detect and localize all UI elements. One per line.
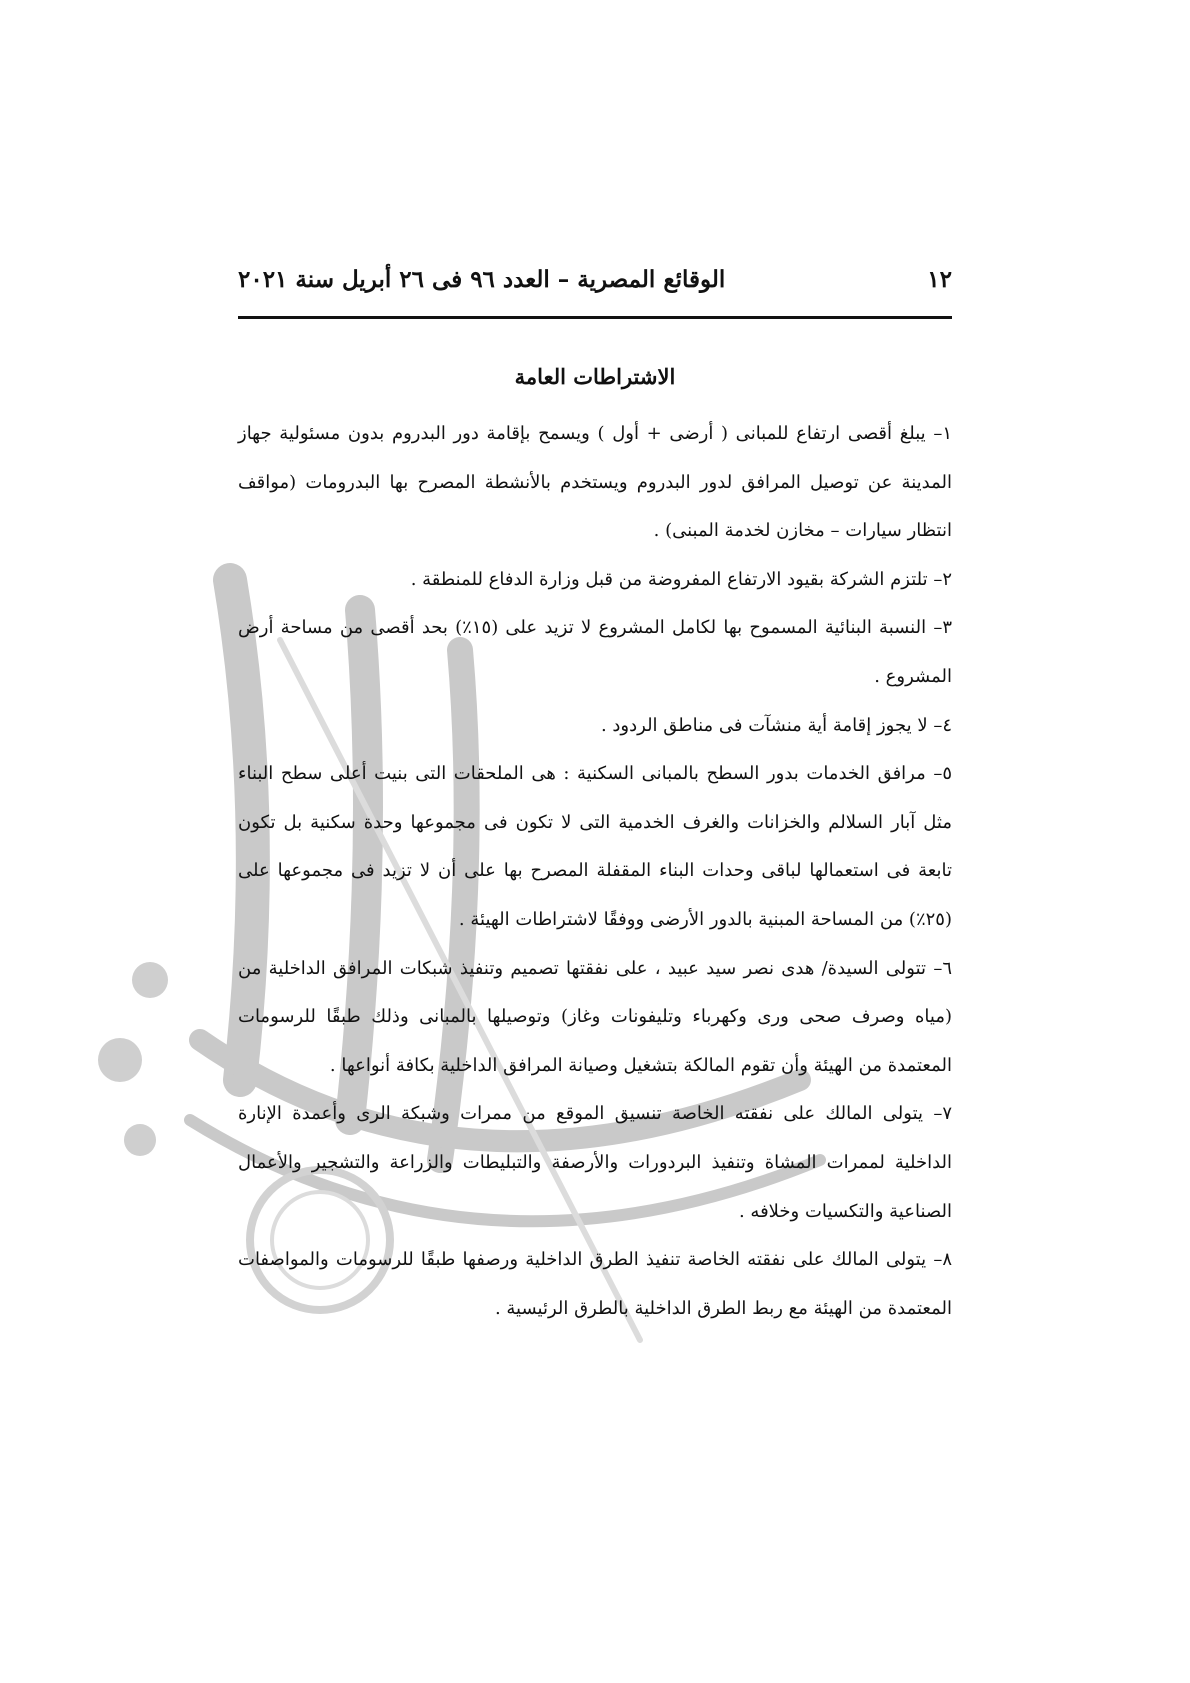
paragraph-6: ٦– تتولى السيدة/ هدى نصر سيد عبيد ، على نفقتها تصميم وتنفيذ شبكات المرافق الداخلية من (مياه وصرف صحى ورى وكهرباء وتليفونات وغاز) وتوصيلها بالمبانى وذلك طبقًا للرسومات المعتمدة من الهيئة وأن تقوم المالكة بتشغيل وصيانة المرافق الداخلية بكافة أنواعها . bbox=[238, 957, 952, 1076]
paragraph-3: ٣– النسبة البنائية المسموح بها لكامل المشروع لا تزيد على (١٥٪) بحد أقصى من مساحة أرض المشروع . bbox=[238, 617, 952, 687]
page-header bbox=[238, 266, 952, 306]
paragraph-5: ٥– مرافق الخدمات بدور السطح بالمبانى السكنية : هى الملحقات التى بنيت أعلى سطح البناء مثل آبار السلالم والخزانات والغرف الخدمية التى لا تكون فى مجموعها وحدة سكنية بل تكون تابعة فى استعمالها لباقى وحدات البناء المقفلة المصرح بها على أن لا تزيد فى مجموعها على (٢٥٪) من المساحة المبنية بالدور الأرضى ووفقًا لاشتراطات الهيئة . bbox=[238, 763, 952, 930]
paragraph-2: ٢– تلتزم الشركة بقيود الارتفاع المفروضة من قبل وزارة الدفاع للمنطقة . bbox=[410, 568, 952, 590]
header-divider bbox=[238, 316, 952, 319]
paragraph-4: ٤– لا يجوز إقامة أية منشآت فى مناطق الردود . bbox=[600, 714, 952, 736]
paragraph-1: ١– يبلغ أقصى ارتفاع للمبانى ( أرضى + أول ) ويسمح بإقامة دور البدروم بدون مسئولية جهاز المدينة عن توصيل المرافق لدور البدروم ويستخدم بالأنشطة المصرح بها البدرومات (مواقف انتظار سيارات – مخازن لخدمة المبنى) . bbox=[238, 423, 952, 542]
page-number: ١٢ bbox=[927, 266, 952, 293]
document-body bbox=[238, 410, 952, 1333]
section-title: الاشتراطات العامة bbox=[514, 364, 676, 389]
paragraph-7: ٧– يتولى المالك على نفقته الخاصة تنسيق الموقع من ممرات وشبكة الرى وأعمدة الإنارة الداخلية لممرات المشاة وتنفيذ البردورات والأرصفة والتبليطات والزراعة والتشجير والأعمال الصناعية والتكسيات وخلافه . bbox=[238, 1103, 952, 1222]
publication-title: الوقائع المصرية – العدد ٩٦ فى ٢٦ أبريل سنة ٢٠٢١ bbox=[238, 266, 726, 293]
paragraph-8: ٨– يتولى المالك على نفقته الخاصة تنفيذ الطرق الداخلية ورصفها طبقًا للرسومات والمواصفات المعتمدة من الهيئة مع ربط الطرق الداخلية بالطرق الرئيسية . bbox=[238, 1249, 952, 1319]
